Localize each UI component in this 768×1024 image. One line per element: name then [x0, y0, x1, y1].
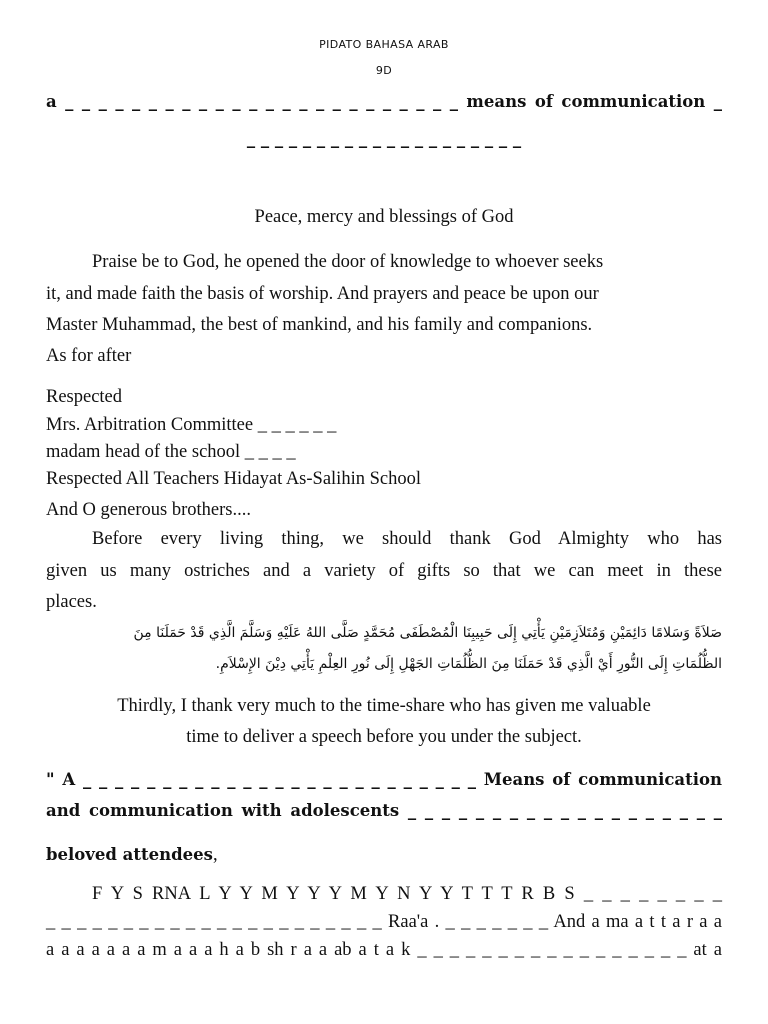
- attendees-comma: ,: [212, 845, 218, 865]
- subject-line-2: and communication with adolescents _ _ _ _ _ _ _ _ _ _ _ _ _ _ _ _ _ _ _: [46, 801, 722, 820]
- topic-line-2: _ _ _ _ _ _ _ _ _ _ _ _ _ _ _ _ _ _ _ _: [246, 129, 522, 148]
- thirdly-line-1: Thirdly, I thank very much to the time-share who has given me valuable: [117, 696, 651, 716]
- thanks-line-1: Before every living thing, we should thank God Almighty who has: [92, 529, 722, 549]
- addressee-line: Mrs. Arbitration Committee _ _ _ _ _ _: [46, 415, 337, 435]
- attendees-heading: [46, 845, 218, 866]
- praise-line-3: Master Muhammad, the best of mankind, and his family and companions.: [46, 315, 593, 335]
- addressee-line: Respected All Teachers Hidayat As-Salihin School: [46, 469, 421, 489]
- addressee-line: And O generous brothers....: [46, 500, 251, 520]
- closing-line-1: F Y S RNA L Y Y M Y Y Y M Y N Y Y T T T R B S _ _ _ _ _ _ _ _: [92, 884, 722, 904]
- subject-line-1: " A _ _ _ _ _ _ _ _ _ _ _ _ _ _ _ _ _ _ _ _ _ _ _ _ _ Means of communication: [46, 770, 722, 789]
- closing-line-2: _ _ _ _ _ _ _ _ _ _ _ _ _ _ _ _ _ _ _ _ _ _ Raa'a . _ _ _ _ _ _ _ And a ma a t t a r a a: [46, 912, 722, 932]
- praise-line-4: As for after: [46, 346, 132, 366]
- class-label: 9D: [375, 64, 393, 77]
- arabic-line-2: الظُّلُمَاتِ إِلَى النُّورِ أَيْ الَّذِي قَدْ حَمَلَنَا مِنَ الظُّلُمَاتِ الجَهْلِ إِلَى نُورِ العِلْمِ يَأْتِي دِيْنَ الإِسْلاَمِ.: [215, 656, 722, 672]
- addressee-line: Respected: [46, 387, 123, 407]
- praise-line-2: it, and made faith the basis of worship. And prayers and peace be upon our: [46, 284, 599, 304]
- topic-line-1: a _ _ _ _ _ _ _ _ _ _ _ _ _ _ _ _ _ _ _ _ _ _ _ _ means of communication _: [46, 92, 722, 111]
- thanks-line-2: given us many ostriches and a variety of gifts so that we can meet in these: [46, 561, 722, 581]
- document-title: PIDATO BAHASA ARAB: [319, 38, 449, 51]
- closing-line-3: a a a a a a a m a a a h a b sh r a a ab a t a k _ _ _ _ _ _ _ _ _ _ _ _ _ _ _ _ _ at a: [46, 940, 722, 960]
- arabic-line-1: صَلاَةً وَسَلامًا دَائِمَيْنِ وَمُتَلاَزِمَيْنِ يَأْتِي إِلَى حَبِيبِنَا الْمُصْطَفَى مُحَمَّدٍ صَلَّى اللهُ عَلَيْهِ وَسَلَّمَ الَّذِي قَدْ حَمَلَنَا مِنَ: [133, 625, 722, 641]
- thanks-line-3: places.: [46, 592, 97, 612]
- greeting-heading: Peace, mercy and blessings of God: [254, 207, 514, 227]
- attendees-label: beloved attendees: [46, 845, 213, 864]
- thirdly-line-2: time to deliver a speech before you under the subject.: [186, 727, 582, 747]
- addressee-line: madam head of the school _ _ _ _: [46, 442, 296, 462]
- praise-line-1: Praise be to God, he opened the door of knowledge to whoever seeks: [92, 252, 604, 272]
